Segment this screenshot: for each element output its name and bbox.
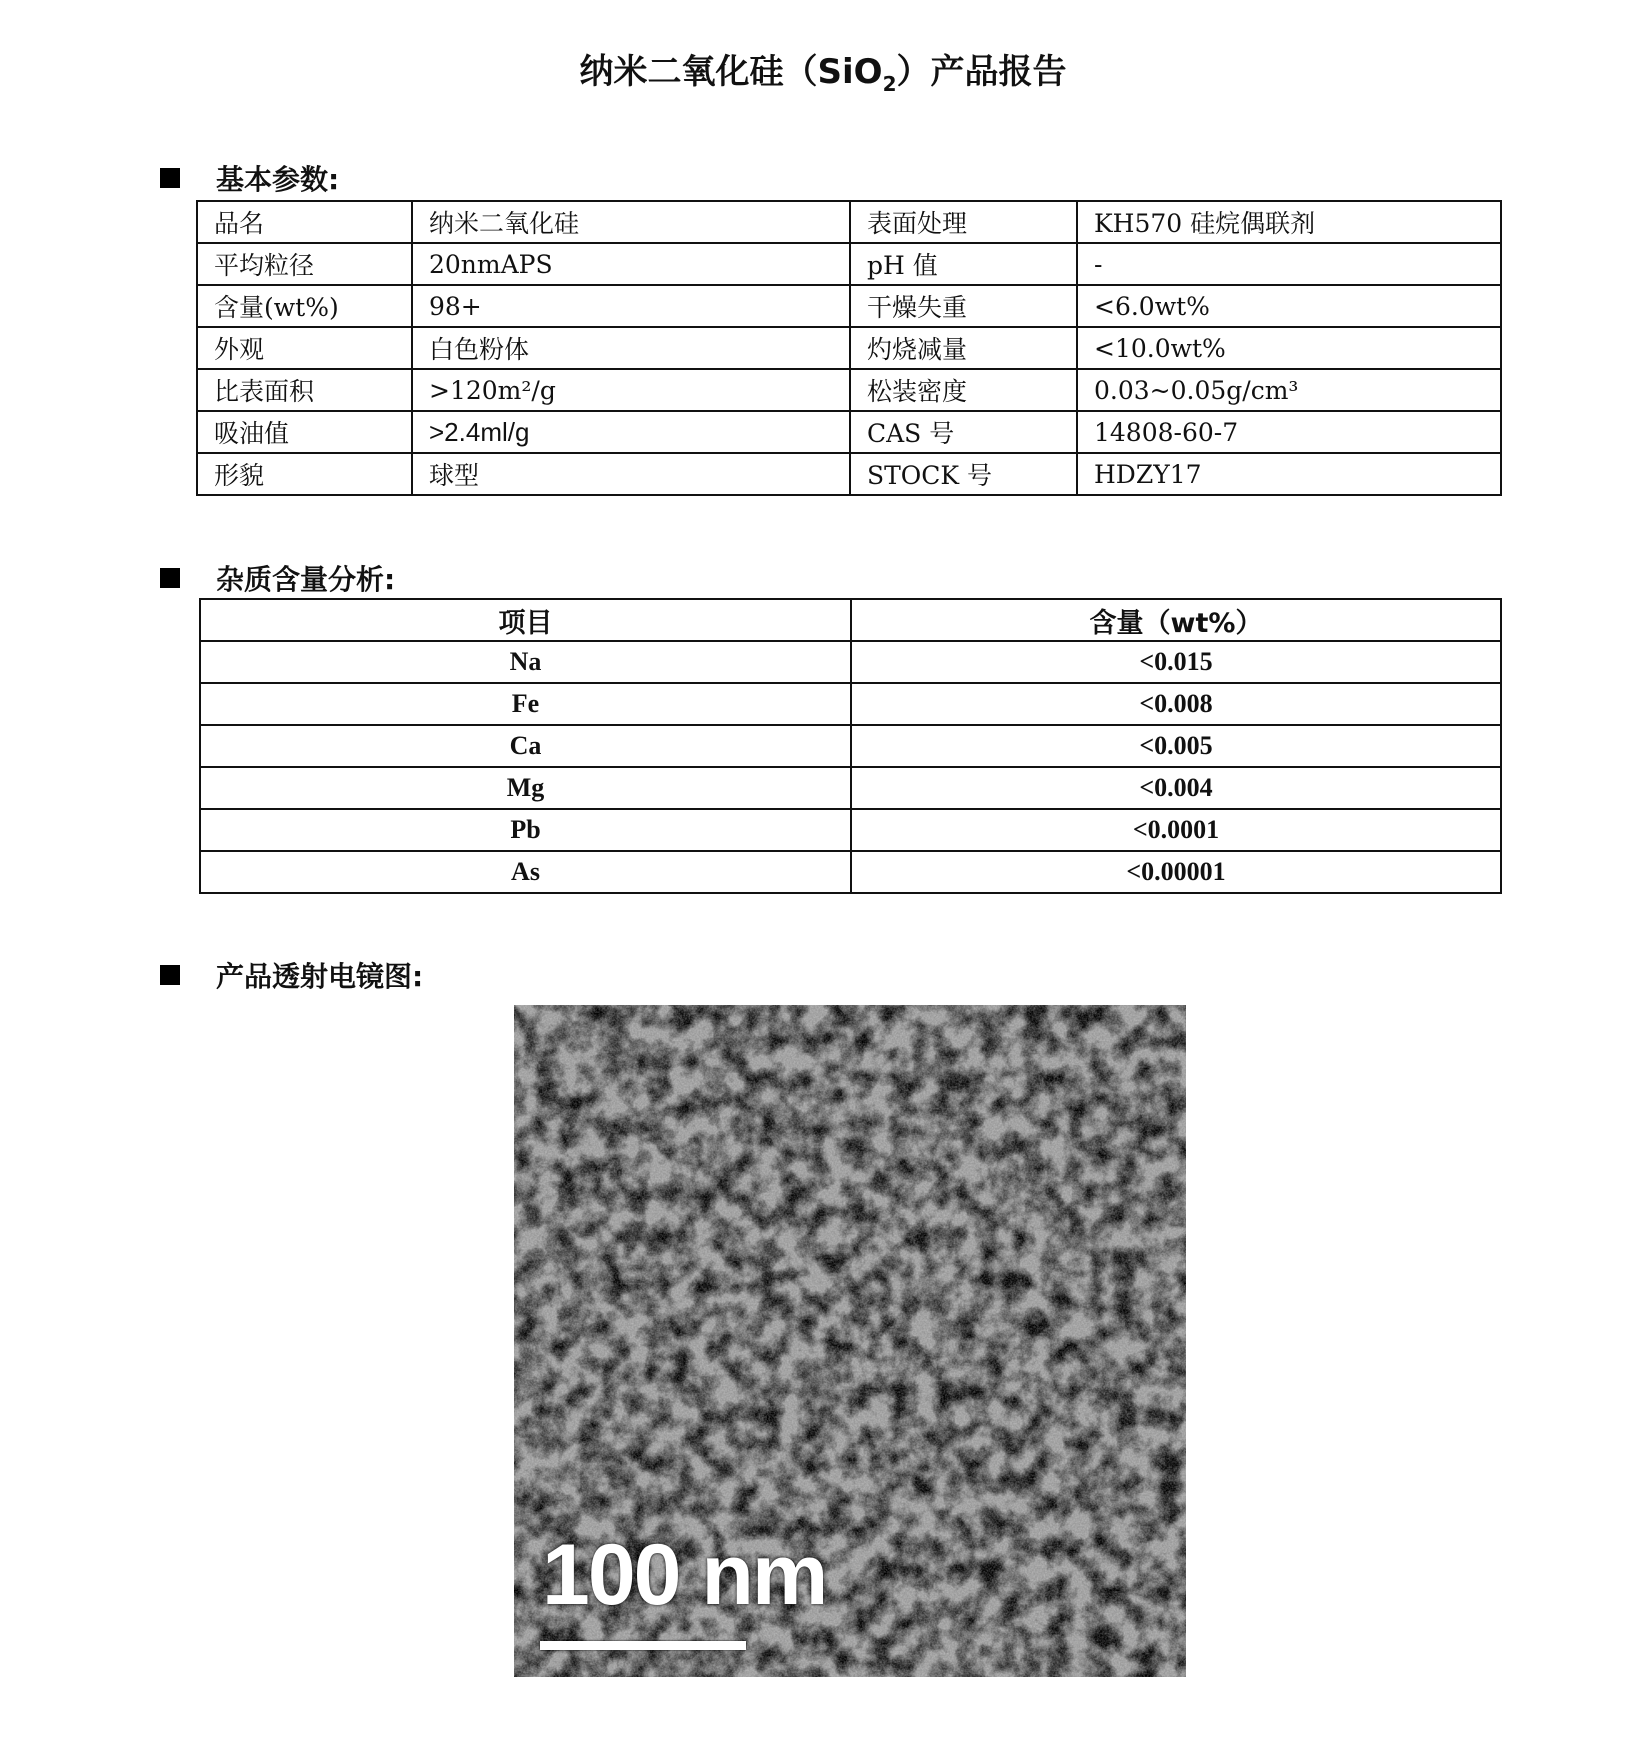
tem-micrograph (514, 1005, 1186, 1677)
param-label: 平均粒径 (197, 243, 412, 285)
param-label: STOCK 号 (850, 453, 1077, 495)
table-row (197, 243, 1501, 285)
param-label: 比表面积 (197, 369, 412, 411)
title-text: 纳米二氧化硅（SiO (579, 52, 883, 92)
param-label: 灼烧减量 (850, 327, 1077, 369)
param-value: HDZY17 (1077, 453, 1501, 495)
element-content: <0.008 (851, 683, 1501, 725)
param-label: 干燥失重 (850, 285, 1077, 327)
header-content: 含量（wt%） (851, 599, 1501, 641)
table-row (200, 683, 1501, 725)
table-row (197, 453, 1501, 495)
title-suffix: ）产品报告 (896, 52, 1067, 92)
param-value: 14808-60-7 (1077, 411, 1501, 453)
param-value: >2.4ml/g (412, 411, 850, 453)
element-name: Fe (200, 683, 851, 725)
header-item: 项目 (200, 599, 851, 641)
square-bullet-icon (160, 568, 180, 588)
param-value: 0.03~0.05g/cm³ (1077, 369, 1501, 411)
param-label: 含量(wt%) (197, 285, 412, 327)
param-label: pH 值 (850, 243, 1077, 285)
element-name: Mg (200, 767, 851, 809)
section-heading: 产品透射电镜图: (216, 960, 424, 993)
param-value: <6.0wt% (1077, 285, 1501, 327)
param-label: CAS 号 (850, 411, 1077, 453)
scale-bar (540, 1641, 746, 1650)
impurity-table (199, 598, 1502, 894)
element-name: Pb (200, 809, 851, 851)
table-header-row (200, 599, 1501, 641)
square-bullet-icon (160, 168, 180, 188)
table-row (197, 327, 1501, 369)
element-content: <0.005 (851, 725, 1501, 767)
param-label: 外观 (197, 327, 412, 369)
section-basic-params (160, 158, 339, 198)
param-value: - (1077, 243, 1501, 285)
param-label: 形貌 (197, 453, 412, 495)
table-row (200, 767, 1501, 809)
table-row (200, 851, 1501, 893)
table-row (197, 369, 1501, 411)
element-name: Na (200, 641, 851, 683)
section-impurity (160, 558, 395, 598)
section-heading: 杂质含量分析: (216, 563, 396, 596)
table-row (197, 411, 1501, 453)
element-content: <0.004 (851, 767, 1501, 809)
param-value: 20nmAPS (412, 243, 850, 285)
param-value: 纳米二氧化硅 (412, 201, 850, 243)
square-bullet-icon (160, 965, 180, 985)
table-row (200, 641, 1501, 683)
param-value: 98+ (412, 285, 850, 327)
table-row (200, 725, 1501, 767)
scale-bar-label: 100 nm (542, 1527, 827, 1623)
param-value: 白色粉体 (412, 327, 850, 369)
element-content: <0.0001 (851, 809, 1501, 851)
param-label: 吸油值 (197, 411, 412, 453)
page-title (0, 44, 1646, 96)
element-name: As (200, 851, 851, 893)
title-subscript: 2 (882, 71, 897, 96)
param-value: >120m²/g (412, 369, 850, 411)
table-row (200, 809, 1501, 851)
param-label: 表面处理 (850, 201, 1077, 243)
element-content: <0.015 (851, 641, 1501, 683)
table-row (197, 285, 1501, 327)
param-value: <10.0wt% (1077, 327, 1501, 369)
param-label: 品名 (197, 201, 412, 243)
element-name: Ca (200, 725, 851, 767)
section-heading: 基本参数: (216, 163, 340, 196)
table-row (197, 201, 1501, 243)
param-label: 松装密度 (850, 369, 1077, 411)
basic-params-table (196, 200, 1502, 496)
element-content: <0.00001 (851, 851, 1501, 893)
param-value: KH570 硅烷偶联剂 (1077, 201, 1501, 243)
param-value: 球型 (412, 453, 850, 495)
section-tem (160, 955, 423, 995)
